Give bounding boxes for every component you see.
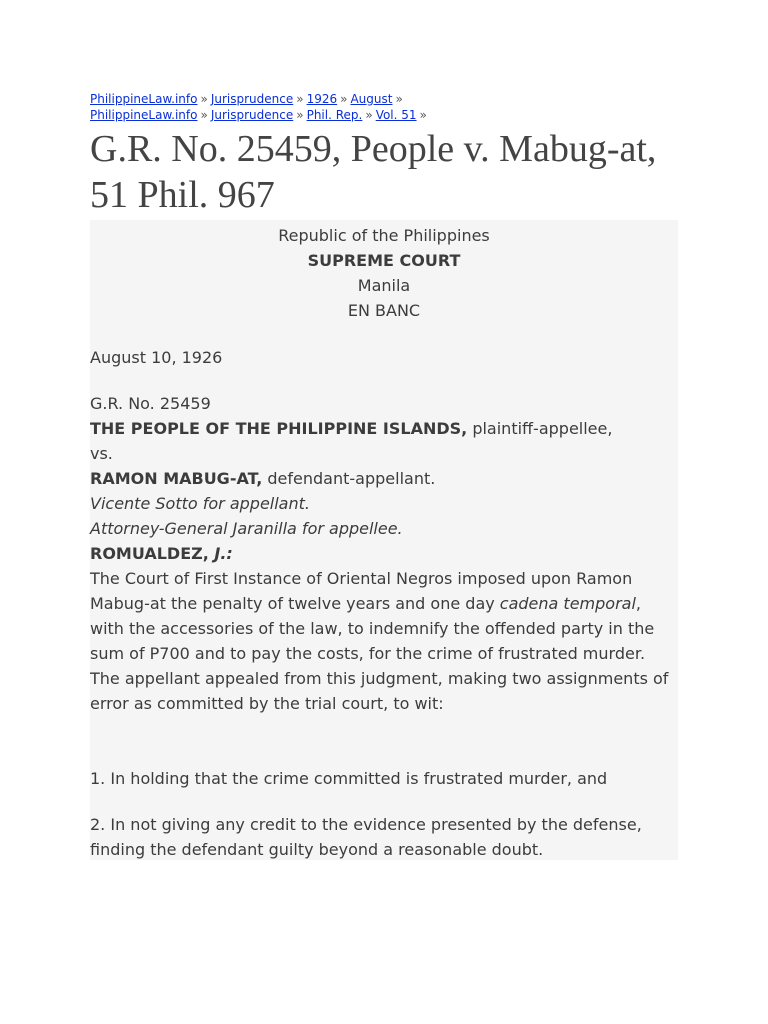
breadcrumb-separator: » xyxy=(419,107,427,122)
assignment-of-error-1: 1. In holding that the crime committed is frustrated murder, and xyxy=(90,769,608,788)
plaintiff-line xyxy=(90,416,678,441)
court-division: EN BANC xyxy=(347,301,421,320)
counsel-appellant: Vicente Sotto for appellant. xyxy=(90,494,310,513)
breadcrumb-separator: » xyxy=(296,107,304,122)
breadcrumb-link-site[interactable]: PhilippineLaw.info xyxy=(90,107,198,122)
defendant-line xyxy=(90,466,678,491)
decision-text-box xyxy=(90,220,678,860)
breadcrumb-link-phil-rep[interactable]: Phil. Rep. xyxy=(306,107,363,122)
breadcrumb-link-site[interactable]: PhilippineLaw.info xyxy=(90,92,198,106)
paragraph-2: The appellant appealed from this judgment, making two assignments of error as committed by the trial court, to wit: xyxy=(90,669,669,713)
breadcrumb-separator: » xyxy=(200,92,208,106)
republic-label: Republic of the Philippines xyxy=(278,226,490,245)
court-name: SUPREME COURT xyxy=(307,251,461,270)
ponente: ROMUALDEZ, J.: xyxy=(90,544,233,563)
defendant-role: defendant-appellant. xyxy=(262,469,436,488)
paragraph-1: The Court of First Instance of Oriental Negros imposed upon Ramon Mabug-at the penalty of twelve years and one day cadena temporal, with the accessories of the law, to indemnify the offended party in the sum of P700 and to pay the costs, for the crime of frustrated murder. xyxy=(90,569,655,663)
breadcrumb-link-jurisprudence[interactable]: Jurisprudence xyxy=(210,107,294,122)
defendant-name: RAMON MABUG-AT, xyxy=(90,469,263,488)
breadcrumb-link-jurisprudence[interactable]: Jurisprudence xyxy=(210,92,294,106)
breadcrumb-separator: » xyxy=(296,92,304,106)
breadcrumb-separator: » xyxy=(365,107,373,122)
breadcrumb-separator: » xyxy=(200,107,208,122)
page-title xyxy=(90,126,690,218)
case-number: G.R. No. 25459 xyxy=(90,394,211,413)
title-line-2: 51 Phil. 967 xyxy=(90,174,275,216)
court-header xyxy=(90,223,678,323)
breadcrumb-row-2 xyxy=(90,108,430,124)
breadcrumb xyxy=(90,92,430,123)
plaintiff-role: plaintiff-appellee, xyxy=(467,419,613,438)
case-parties-block xyxy=(90,391,678,716)
counsel-appellee: Attorney-General Jaranilla for appellee. xyxy=(90,519,403,538)
plaintiff-name: THE PEOPLE OF THE PHILIPPINE ISLANDS, xyxy=(90,419,468,438)
breadcrumb-link-year[interactable]: 1926 xyxy=(306,92,338,106)
breadcrumb-link-month[interactable]: August xyxy=(350,92,393,106)
breadcrumb-row-1 xyxy=(90,92,430,108)
breadcrumb-link-volume[interactable]: Vol. 51 xyxy=(375,107,417,122)
decision-date: August 10, 1926 xyxy=(90,348,223,367)
court-city: Manila xyxy=(357,276,411,295)
breadcrumb-separator: » xyxy=(340,92,348,106)
breadcrumb-separator: » xyxy=(395,92,403,106)
title-line-1: G.R. No. 25459, People v. Mabug-at, xyxy=(90,128,657,170)
versus-label: vs. xyxy=(90,444,113,463)
assignment-of-error-2: 2. In not giving any credit to the evidence presented by the defense, finding the defendant guilty beyond a reasonable doubt. xyxy=(90,815,642,859)
